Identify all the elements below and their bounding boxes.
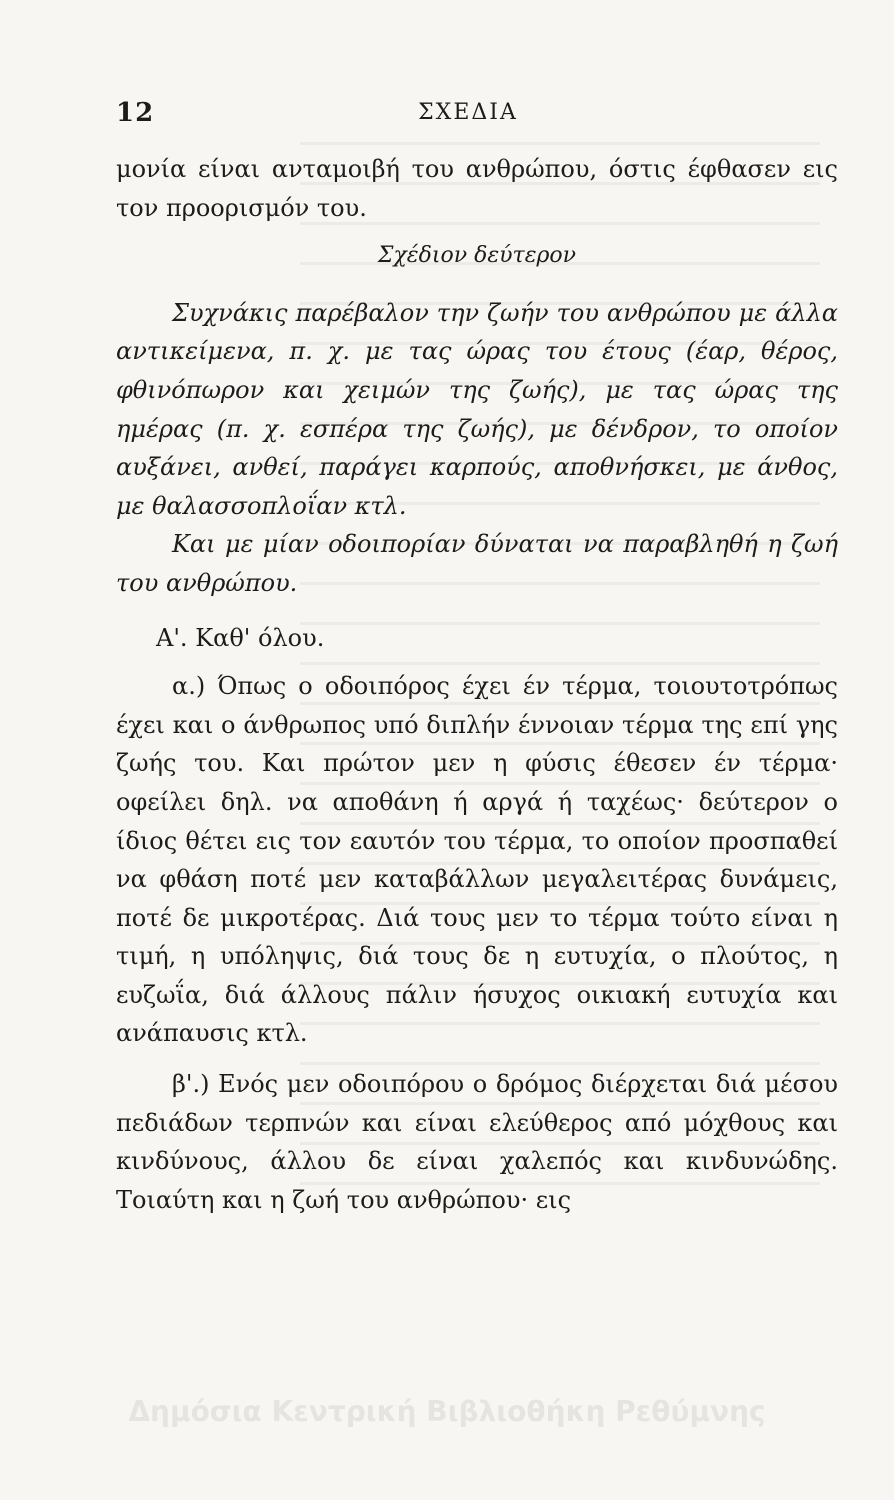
library-watermark: Δημόσια Κεντρική Βιβλιοθήκη Ρεθύμνης — [128, 1395, 766, 1428]
page-header — [116, 98, 820, 138]
paragraph-comparisons: Συχνάκις παρέβαλον την ζωήν του ανθρώπου με άλλα αντικείμενα, π. χ. με τας ώρας του έτους (έαρ, θέρος, φθινόπωρον και χειμών της ζωής), με τας ώρας της ημέρας (π. χ. εσπέρα της ζωής), με δένδρον, το οποίον αυξάνει, ανθεί, παράγει καρπούς, αποθνήσκει, με άνθος, με θαλασσοπλοΐαν κτλ. — [116, 298, 838, 520]
body-text — [116, 150, 838, 1219]
subheading: Α'. Καθ' όλου. — [156, 623, 325, 652]
paragraph-beta: β'.) Ενός μεν οδοιπόρου ο δρόμος διέρχεται διά μέσου πεδιάδων τερπνών και είναι ελεύθερος από μόχθους και κινδύνους, άλλου δε είναι χαλεπός και κινδυνώδης. Τοιαύτη και η ζωή του ανθρώπου· εις — [116, 1070, 838, 1214]
paragraph-journey: Και με μίαν οδοιπορίαν δύναται να παραβληθή η ζωή του ανθρώπου. — [116, 530, 838, 597]
running-head: ΣΧΕΔΙΑ — [418, 100, 518, 125]
paragraph-alpha: α.) Όπως ο οδοιπόρος έχει έν τέρμα, τοιουτοτρόπως έχει και ο άνθρωπος υπό διπλήν έννοιαν τέρμα της επί γης ζωής του. Και πρώτον μεν η φύσις έθεσεν έν τέρμα· οφείλει δηλ. να αποθάνη ή αργά ή ταχέως· δεύτερον ο ίδιος θέτει εις τον εαυτόν του τέρμα, το οποίον προσπαθεί να φθάση ποτέ μεν καταβάλλων μεγαλειτέρας δυνάμεις, ποτέ δε μικροτέρας. Διά τους μεν το τέρμα τούτο είναι η τιμή, η υπόληψις, διά τους δε η ευτυχία, ο πλούτος, η ευζωΐα, διά άλλους πάλιν ήσυχος οικιακή ευτυχία και ανάπαυσις κτλ. — [116, 672, 838, 1048]
page-number: 12 — [116, 98, 155, 128]
section-title: Σχέδιον δεύτερον — [377, 243, 577, 269]
paragraph-continuation: μονία είναι ανταμοιβή του ανθρώπου, όστις έφθασεν εις τον προορισμόν του. — [116, 155, 838, 222]
